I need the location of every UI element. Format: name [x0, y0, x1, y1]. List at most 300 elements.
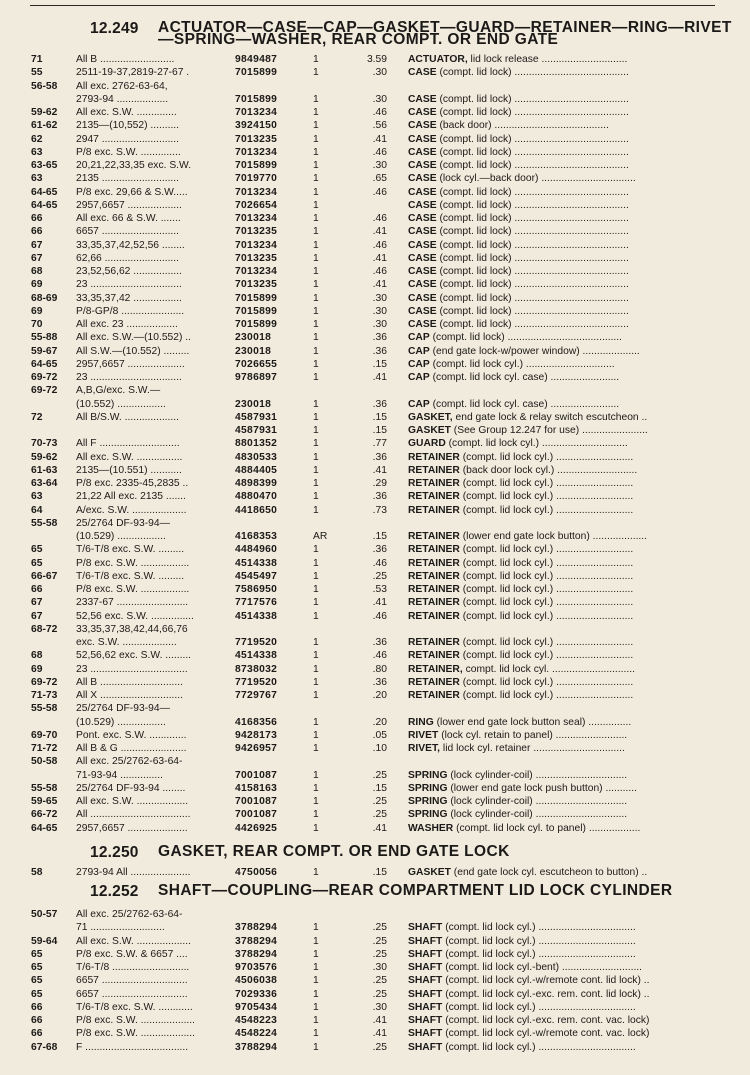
quantity: 1	[313, 1028, 319, 1040]
part-detail: (compt. lid lock cyl.) ...........................	[459, 451, 634, 463]
year-range: 72	[31, 411, 43, 423]
year-range: 67	[31, 597, 43, 609]
quantity: 1	[313, 478, 319, 489]
part-number: 7013234	[235, 107, 278, 118]
application: Pont. exc. S.W. .............	[76, 729, 187, 741]
part-row	[0, 411, 750, 424]
part-name: CASE	[408, 160, 437, 171]
part-name: CAP	[408, 345, 430, 357]
price: .15	[372, 358, 387, 370]
part-number: 4514338	[235, 650, 278, 662]
part-number: 4545497	[235, 570, 278, 582]
part-name: GASKET,	[408, 411, 453, 423]
part-name: RETAINER	[408, 597, 460, 609]
price: .46	[372, 107, 387, 118]
part-number: 230018	[235, 345, 272, 357]
application: T/6-T/8 ...........................	[76, 962, 190, 973]
application: 2135 ...........................	[76, 173, 180, 185]
price: .46	[372, 650, 387, 662]
part-detail: (compt. lid lock cyl.) ..................................	[442, 922, 636, 934]
description	[408, 649, 730, 662]
year-range: 56-58	[31, 80, 58, 92]
price: .15	[372, 425, 387, 436]
description	[408, 583, 730, 596]
application: 25/2764 DF-93-94—	[76, 517, 170, 529]
part-number: 4548223	[235, 1015, 278, 1026]
description	[408, 477, 730, 490]
year-range: 65	[31, 948, 43, 960]
part-number: 7015899	[235, 93, 278, 105]
price: .25	[372, 769, 387, 781]
quantity: 1	[313, 975, 319, 987]
application: 52,56 exc. S.W. ...............	[76, 610, 194, 622]
quantity: 1	[313, 948, 319, 960]
quantity: 1	[313, 319, 319, 330]
application: All exc. S.W. ................	[76, 451, 183, 463]
application: 2337-67 .........................	[76, 597, 189, 609]
part-row	[0, 239, 750, 252]
part-name: CASE	[408, 186, 437, 198]
quantity: 1	[313, 544, 319, 556]
description	[408, 935, 730, 948]
part-row	[0, 424, 750, 437]
year-range: 65	[31, 975, 43, 987]
part-number: 4548224	[235, 1028, 278, 1040]
description	[408, 66, 730, 79]
year-range: 64-65	[31, 358, 58, 370]
part-number: 7013235	[235, 133, 278, 145]
application: P/8 exc. S.W. ...................	[76, 1015, 196, 1026]
part-name: CASE	[408, 93, 437, 105]
part-detail: (compt. lid lock cyl.-bent) ............................	[442, 962, 643, 973]
quantity: 1	[313, 962, 319, 973]
year-range: 63-65	[31, 160, 58, 171]
price: .20	[372, 716, 387, 728]
part-detail: (See Group 12.247 for use) .......................	[450, 425, 648, 436]
part-row	[0, 1001, 750, 1014]
part-number: 7013234	[235, 266, 278, 277]
price: .25	[372, 922, 387, 934]
application: All X .............................	[76, 690, 183, 701]
price: .20	[372, 690, 387, 701]
price: .25	[372, 1041, 387, 1053]
price: .73	[372, 504, 387, 516]
quantity: 1	[313, 252, 319, 264]
quantity: 1	[313, 570, 319, 582]
part-number: 3788294	[235, 922, 278, 934]
description	[408, 596, 730, 609]
part-detail: (compt. lid lock) ........................................	[436, 319, 629, 330]
part-number: 4506038	[235, 975, 278, 987]
part-name: SHAFT	[408, 962, 443, 973]
part-number: 3788294	[235, 935, 278, 947]
part-name: ACTUATOR,	[408, 54, 468, 65]
description	[408, 716, 730, 729]
quantity: 1	[313, 438, 319, 450]
application: 2793-94 ..................	[76, 93, 169, 105]
application: T/6-T/8 exc. S.W. ............	[76, 1001, 193, 1013]
part-number: 9426957	[235, 743, 278, 754]
price: .25	[372, 948, 387, 960]
description	[408, 689, 730, 702]
description	[408, 988, 730, 1001]
description	[408, 225, 730, 238]
part-detail: (compt. lid lock) ........................................	[436, 213, 629, 224]
description	[408, 866, 730, 879]
part-number: 7013234	[235, 146, 278, 158]
quantity: 1	[313, 1001, 319, 1013]
description	[408, 106, 730, 119]
price: .36	[372, 398, 387, 410]
part-detail: lid lock release ..............................	[467, 54, 628, 65]
part-detail: (end gate lock cyl. escutcheon to button) ..	[450, 867, 648, 878]
year-range: 66	[31, 1015, 43, 1026]
year-range: 67	[31, 239, 43, 251]
part-detail: (compt. lid lock cyl.) ...........................	[459, 637, 634, 648]
application: All B ..........................	[76, 54, 175, 65]
price: .53	[372, 584, 387, 595]
price: .30	[372, 305, 387, 317]
part-row	[0, 596, 750, 609]
quantity: 1	[313, 743, 319, 754]
description	[408, 212, 730, 225]
price: .25	[372, 975, 387, 987]
part-row	[0, 53, 750, 66]
year-range: 71-72	[31, 743, 58, 754]
part-detail: (compt. lid lock cyl.) ...........................	[459, 610, 634, 622]
quantity: 1	[313, 292, 319, 304]
description	[408, 292, 730, 305]
part-detail: (lower end gate lock button) ...................	[459, 531, 648, 542]
description	[408, 318, 730, 331]
part-name: RETAINER	[408, 570, 460, 582]
description	[408, 504, 730, 517]
part-name: RETAINER	[408, 650, 460, 662]
part-row	[0, 371, 750, 384]
application: 25/2764 DF-93-94 ........	[76, 782, 186, 794]
part-name: CAP	[408, 398, 430, 410]
part-number: 4484960	[235, 544, 278, 556]
application: 21,22 All exc. 2135 .......	[76, 491, 186, 503]
quantity: 1	[313, 650, 319, 662]
part-name: CASE	[408, 107, 437, 118]
part-row	[0, 384, 750, 397]
part-detail: (compt. lid lock cyl.) ..................................	[442, 1041, 636, 1053]
quantity: 1	[313, 173, 319, 185]
year-range: 66	[31, 584, 43, 595]
part-row	[0, 649, 750, 662]
application: All exc. S.W. ..................	[76, 796, 189, 807]
description	[408, 331, 730, 344]
year-range: 66	[31, 1001, 43, 1013]
quantity: 1	[313, 266, 319, 277]
part-name: SHAFT	[408, 1041, 443, 1053]
year-range: 55-58	[31, 703, 58, 715]
part-row	[0, 948, 750, 961]
application: P/8-GP/8 ......................	[76, 305, 185, 317]
part-name: RETAINER	[408, 637, 460, 648]
part-name: GUARD	[408, 438, 446, 450]
part-detail: (compt. lid lock) ........................................	[436, 279, 629, 291]
quantity: 1	[313, 1015, 319, 1026]
price: .15	[372, 867, 387, 878]
year-range: 59-62	[31, 107, 58, 118]
part-number: 9849487	[235, 54, 278, 65]
description	[408, 252, 730, 265]
price: .41	[372, 252, 387, 264]
part-number: 7015899	[235, 305, 278, 317]
quantity: 1	[313, 305, 319, 317]
part-detail: (lower end gate lock push button) ...........	[447, 782, 637, 794]
year-range: 67	[31, 610, 43, 622]
year-range: 64	[31, 504, 43, 516]
part-name: CASE	[408, 279, 437, 291]
part-row	[0, 729, 750, 742]
part-row	[0, 477, 750, 490]
application: 2511-19-37,2819-27-67 .	[76, 67, 190, 79]
application: All ...................................	[76, 809, 191, 821]
price: .41	[372, 822, 387, 834]
price: .36	[372, 345, 387, 357]
application: All exc. S.W.—(10.552) ..	[76, 332, 192, 344]
quantity: 1	[313, 729, 319, 741]
part-row	[0, 716, 750, 729]
application: A,B,G/exc. S.W.—	[76, 385, 161, 397]
part-row	[0, 66, 750, 79]
price: .30	[372, 160, 387, 171]
price: .36	[372, 676, 387, 688]
application: 2947 ...........................	[76, 133, 180, 145]
price: .25	[372, 809, 387, 821]
part-row	[0, 252, 750, 265]
part-detail: lid lock cyl. retainer ................................	[440, 743, 625, 754]
part-name: SPRING	[408, 809, 448, 821]
year-range: 63	[31, 491, 43, 503]
year-range: 63-64	[31, 478, 58, 489]
quantity: 1	[313, 796, 319, 807]
part-number: 7026654	[235, 199, 278, 211]
part-name: WASHER	[408, 822, 454, 834]
year-range: 66	[31, 1028, 43, 1040]
part-detail: (compt. lid lock) ........................................	[436, 239, 629, 251]
application: (10.552) .................	[76, 398, 166, 410]
part-name: SHAFT	[408, 1001, 443, 1013]
part-detail: (compt. lid lock) ........................................	[436, 226, 629, 238]
price: .56	[372, 120, 387, 132]
part-detail: (compt. lid lock) ........................................	[436, 67, 629, 79]
section-title-line-1: ACTUATOR—CASE—CAP—GASKET—GUARD—RETAINER—RING—RIVET	[158, 19, 732, 36]
year-range: 58	[31, 867, 43, 878]
description	[408, 93, 730, 106]
part-row	[0, 398, 750, 411]
part-number: 9786897	[235, 372, 278, 383]
quantity: 1	[313, 279, 319, 291]
year-range: 63	[31, 146, 43, 158]
quantity: 1	[313, 146, 319, 158]
part-detail: (compt. lid lock) ........................................	[436, 146, 629, 158]
part-detail: (compt. lid lock cyl.) ...........................	[459, 650, 634, 662]
part-number: 7001087	[235, 796, 278, 807]
application: P/8 exc. 29,66 & S.W.....	[76, 186, 188, 198]
price: .36	[372, 451, 387, 463]
part-number: 9703576	[235, 962, 278, 973]
part-row	[0, 610, 750, 623]
part-number: 8801352	[235, 438, 278, 450]
part-name: CASE	[408, 266, 437, 277]
year-range: 65	[31, 544, 43, 556]
part-name: SPRING	[408, 796, 448, 807]
part-name: SHAFT	[408, 988, 443, 1000]
part-name: CASE	[408, 213, 437, 224]
part-detail: (back door lock cyl.) ............................	[459, 464, 638, 476]
quantity: 1	[313, 93, 319, 105]
year-range: 69	[31, 279, 43, 291]
part-row	[0, 451, 750, 464]
part-row	[0, 974, 750, 987]
description	[408, 119, 730, 132]
part-row	[0, 305, 750, 318]
part-number: 4884405	[235, 464, 278, 476]
part-name: RETAINER	[408, 610, 460, 622]
quantity: 1	[313, 451, 319, 463]
year-range: 64-65	[31, 186, 58, 198]
description	[408, 371, 730, 384]
quantity: 1	[313, 769, 319, 781]
price: .36	[372, 332, 387, 344]
part-number: 7029336	[235, 988, 278, 1000]
part-name: CASE	[408, 199, 437, 211]
part-name: CAP	[408, 332, 430, 344]
quantity: 1	[313, 809, 319, 821]
price: .30	[372, 1001, 387, 1013]
part-name: RETAINER	[408, 557, 460, 569]
part-name: RETAINER	[408, 504, 460, 516]
description	[408, 557, 730, 570]
application: All B .............................	[76, 676, 183, 688]
price: .41	[372, 597, 387, 609]
part-number: 7013234	[235, 213, 278, 224]
part-row	[0, 530, 750, 543]
price: .46	[372, 146, 387, 158]
part-row	[0, 437, 750, 450]
year-range: 69	[31, 305, 43, 317]
part-row	[0, 318, 750, 331]
year-range: 59-67	[31, 345, 58, 357]
part-detail: (compt. lid lock cyl.) ..................................	[442, 1001, 636, 1013]
year-range: 55-88	[31, 332, 58, 344]
price: .46	[372, 557, 387, 569]
price: .30	[372, 67, 387, 79]
quantity: 1	[313, 411, 319, 423]
quantity: 1	[313, 186, 319, 198]
part-number: 4514338	[235, 557, 278, 569]
application: All exc. S.W. ...................	[76, 935, 192, 947]
part-name: CASE	[408, 292, 437, 304]
description	[408, 239, 730, 252]
description	[408, 451, 730, 464]
application: 25/2764 DF-93-94—	[76, 703, 170, 715]
part-detail: (compt. lid lock cyl.) ...........................	[459, 491, 634, 503]
part-row	[0, 80, 750, 93]
part-row	[0, 702, 750, 715]
part-name: SHAFT	[408, 975, 443, 987]
part-detail: end gate lock & relay switch escutcheon ..	[452, 411, 648, 423]
quantity: 1	[313, 239, 319, 251]
part-detail: (end gate lock-w/power window) ....................	[429, 345, 640, 357]
part-name: RETAINER	[408, 531, 460, 542]
part-row	[0, 159, 750, 172]
quantity: 1	[313, 345, 319, 357]
part-number: 230018	[235, 398, 272, 410]
quantity: 1	[313, 822, 319, 834]
application: 23 ................................	[76, 372, 182, 383]
quantity: 1	[313, 133, 319, 145]
description	[408, 530, 730, 543]
price: .46	[372, 266, 387, 277]
quantity: 1	[313, 867, 319, 878]
part-name: CASE	[408, 173, 437, 185]
price: .41	[372, 279, 387, 291]
part-name: CASE	[408, 319, 437, 330]
part-row	[0, 583, 750, 596]
description	[408, 53, 730, 66]
part-detail: (back door) ........................................	[436, 120, 609, 132]
price: .80	[372, 663, 387, 675]
year-range: 64-65	[31, 199, 58, 211]
application: P/8 exc. S.W. ...................	[76, 1028, 196, 1040]
description	[408, 636, 730, 649]
price: .10	[372, 743, 387, 754]
application: All exc. 66 & S.W. .......	[76, 213, 181, 224]
quantity: 1	[313, 332, 319, 344]
year-range: 59-65	[31, 796, 58, 807]
part-detail: (compt. lid lock cyl.) ...........................	[459, 690, 634, 701]
price: .46	[372, 213, 387, 224]
part-detail: (compt. lid lock cyl.-exc. rem. cont. vac. lock)	[442, 1015, 650, 1026]
part-number: 7013235	[235, 226, 278, 238]
section-title: SHAFT—COUPLING—REAR COMPARTMENT LID LOCK CYLINDER	[158, 882, 673, 899]
description	[408, 808, 730, 821]
part-row	[0, 1027, 750, 1040]
application: T/6-T/8 exc. S.W. .........	[76, 570, 185, 582]
description	[408, 663, 730, 676]
part-row	[0, 464, 750, 477]
description	[408, 464, 730, 477]
description	[408, 676, 730, 689]
year-range: 69	[31, 663, 43, 675]
quantity: 1	[313, 491, 319, 503]
part-row	[0, 543, 750, 556]
quantity: 1	[313, 504, 319, 516]
part-name: CASE	[408, 67, 437, 79]
part-detail: (compt. lid lock) ........................................	[436, 186, 629, 198]
year-range: 65	[31, 557, 43, 569]
description	[408, 278, 730, 291]
year-range: 59-62	[31, 451, 58, 463]
description	[408, 795, 730, 808]
application: 20,21,22,33,35 exc. S.W.	[76, 160, 192, 171]
year-range: 55-58	[31, 517, 58, 529]
part-detail: (compt. lid lock) ........................................	[436, 133, 629, 145]
part-row	[0, 504, 750, 517]
application: 2957,6657 ....................	[76, 358, 185, 370]
year-range: 69-72	[31, 676, 58, 688]
description	[408, 961, 730, 974]
description	[408, 570, 730, 583]
part-number: 7719520	[235, 637, 278, 648]
year-range: 71-73	[31, 690, 58, 701]
section-number: 12.249	[90, 20, 139, 37]
